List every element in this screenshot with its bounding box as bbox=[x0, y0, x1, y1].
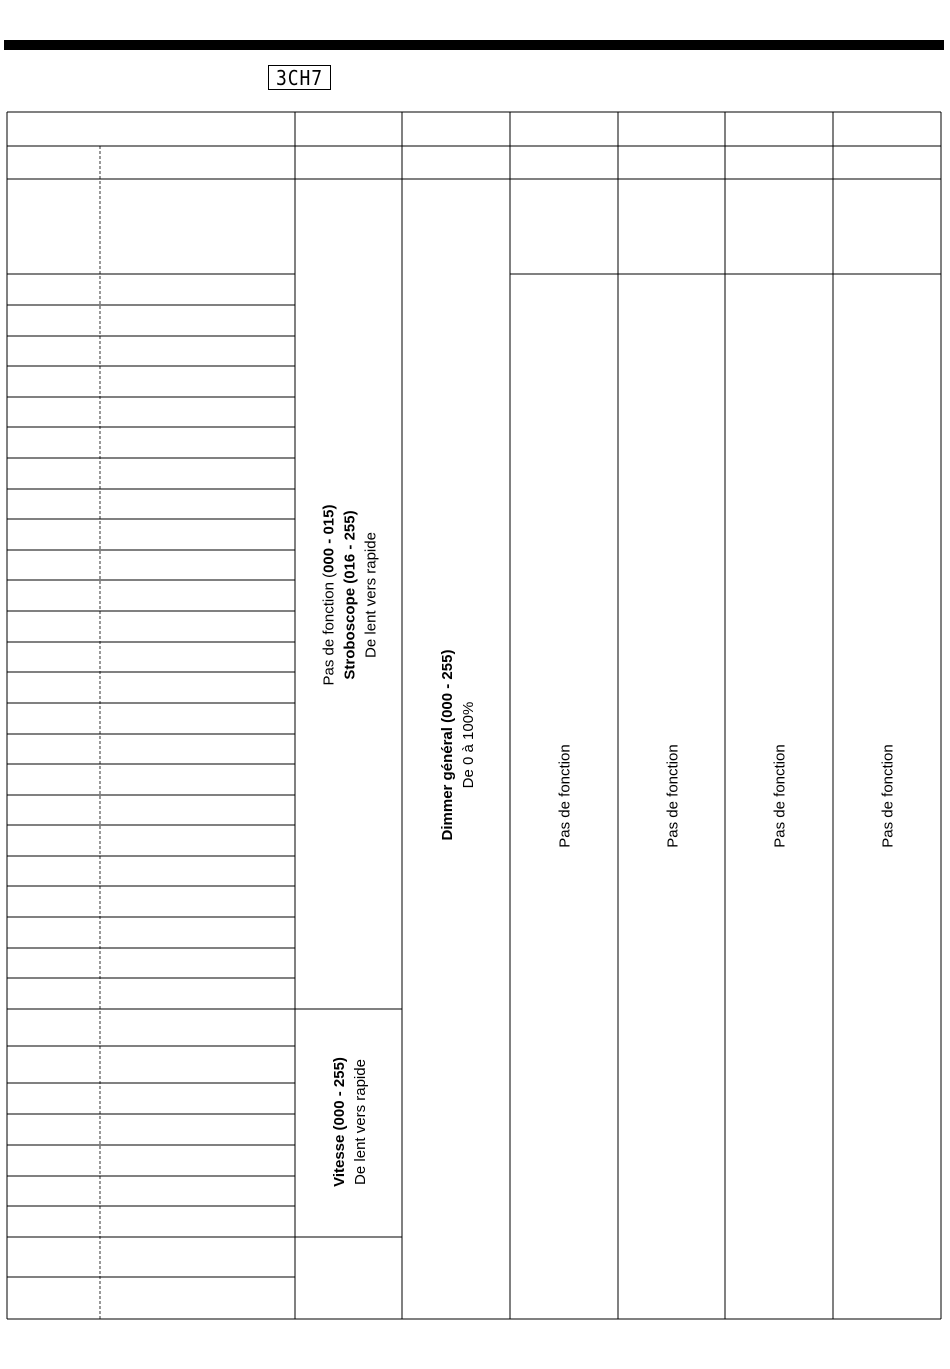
ch2-line-range: De 0 à 100% bbox=[460, 701, 477, 789]
lcd-display-text: 3CH7 bbox=[276, 65, 323, 90]
lcd-display-icon bbox=[268, 65, 331, 90]
ch1-line-speed: Vitesse (000 - 255) bbox=[331, 1057, 348, 1187]
ch1-line-no-function: Pas de fonction (000 - 015) bbox=[320, 504, 338, 686]
ch1-line-strobe: Stroboscope (016 - 255) bbox=[341, 510, 359, 680]
ch3-no-function-label: Pas de fonction bbox=[556, 744, 574, 848]
ch1-strobe-description bbox=[319, 505, 382, 686]
ch2-line-dimmer: Dimmer général (000 - 255) bbox=[439, 649, 456, 841]
ch5-no-function-label: Pas de fonction bbox=[771, 744, 789, 848]
ch2-dimmer-description bbox=[437, 650, 479, 841]
top-rule bbox=[4, 40, 944, 50]
ch1-line-speed-direction: De lent vers rapide bbox=[352, 1059, 369, 1185]
ch1-speed-description bbox=[329, 1057, 371, 1187]
ch6-no-function-label: Pas de fonction bbox=[879, 744, 897, 848]
ch1-line-speed-range: De lent vers rapide bbox=[362, 532, 380, 658]
ch4-no-function-label: Pas de fonction bbox=[664, 744, 682, 848]
